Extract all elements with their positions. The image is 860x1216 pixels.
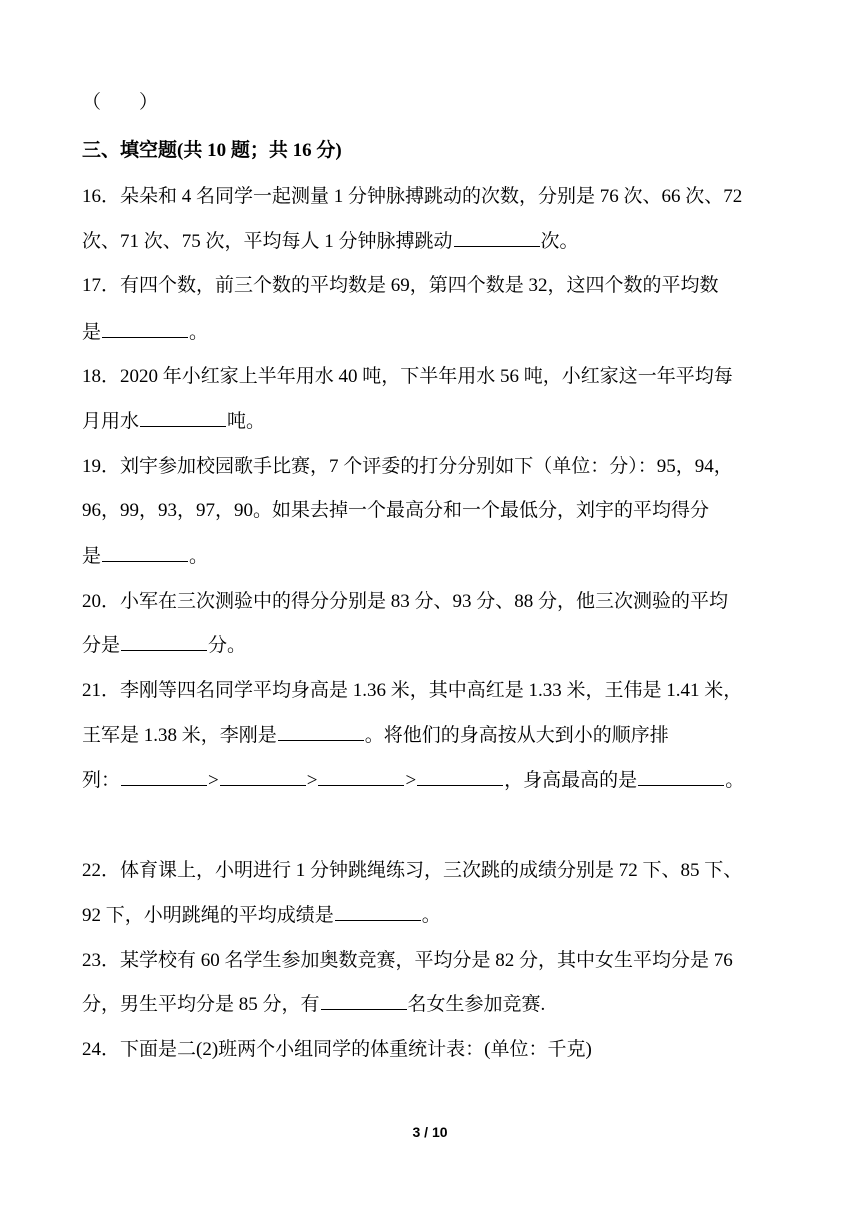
question-21-line-3 — [82, 767, 744, 795]
question-16-suffix: 次。 — [540, 231, 579, 252]
question-22-line-1: 22．体育课上，小明进行 1 分钟跳绳练习，三次跳的成绩分别是 72 下、85 下、 — [82, 860, 743, 881]
question-23-suffix: 名女生参加竞赛. — [407, 994, 546, 1015]
question-20-text: 分是 — [82, 635, 121, 656]
answer-blank-19[interactable] — [102, 543, 188, 562]
page-number: 3 / 10 — [412, 1124, 448, 1140]
question-19-line-2: 96，99，93，97，90。如果去掉一个最高分和一个最低分，刘宇的平均得分 — [82, 500, 710, 521]
greater-than-sign: > — [306, 770, 318, 791]
question-18-suffix: 吨。 — [227, 411, 266, 432]
answer-blank-21-order-4[interactable] — [417, 767, 503, 786]
question-19-line-3 — [82, 543, 208, 571]
answer-blank-21-order-2[interactable] — [220, 767, 306, 786]
question-19-line-1: 19．刘宇参加校园歌手比赛，7 个评委的打分分别如下（单位：分）：95，94， — [82, 456, 733, 477]
question-22-suffix: 。 — [421, 905, 441, 926]
question-19-text: 是 — [82, 546, 102, 567]
question-20-line-2 — [82, 632, 246, 660]
question-21-order-label: 列： — [82, 770, 121, 791]
answer-blank-17[interactable] — [102, 319, 188, 338]
question-21-line-1: 21．李刚等四名同学平均身高是 1.36 米，其中高红是 1.33 米，王伟是 1.41 米， — [82, 680, 743, 701]
question-19-suffix: 。 — [189, 546, 209, 567]
question-17-line-1: 17．有四个数，前三个数的平均数是 69，第四个数是 32，这四个数的平均数 — [82, 275, 719, 296]
answer-blank-20[interactable] — [121, 632, 207, 651]
question-21-line-2 — [82, 722, 669, 750]
question-24-line-1: 24．下面是二(2)班两个小组同学的体重统计表：(单位：千克) — [82, 1039, 592, 1060]
question-23-line-1: 23．某学校有 60 名学生参加奥数竞赛，平均分是 82 分，其中女生平均分是 76 — [82, 950, 733, 971]
answer-paren: （ ） — [82, 92, 159, 113]
question-21-continue: 。将他们的身高按从大到小的顺序排 — [364, 725, 669, 746]
greater-than-sign: > — [208, 770, 219, 791]
question-22-text: 92 下，小明跳绳的平均成绩是 — [82, 905, 334, 926]
answer-blank-21-tallest[interactable] — [638, 767, 724, 786]
question-16-line-1: 16．朵朵和 4 名同学一起测量 1 分钟脉搏跳动的次数，分别是 76 次、66 次、72 — [82, 186, 743, 207]
question-18-text: 月用水 — [82, 411, 140, 432]
answer-blank-18[interactable] — [140, 408, 226, 427]
question-20-line-1: 20．小军在三次测验中的得分分别是 83 分、93 分、88 分，他三次测验的平均 — [82, 591, 729, 612]
question-17-suffix: 。 — [189, 322, 209, 343]
answer-blank-21-order-3[interactable] — [318, 767, 404, 786]
question-20-suffix: 分。 — [208, 635, 247, 656]
question-17-text: 是 — [82, 322, 102, 343]
answer-blank-21-order-1[interactable] — [121, 767, 207, 786]
answer-blank-16[interactable] — [454, 228, 540, 247]
question-16-line-2 — [82, 228, 579, 256]
question-16-text: 次、71 次、75 次，平均每人 1 分钟脉搏跳动 — [82, 231, 453, 252]
answer-blank-21-height[interactable] — [278, 722, 364, 741]
question-18-line-1: 18．2020 年小红家上半年用水 40 吨，下半年用水 56 吨，小红家这一年平均每 — [82, 366, 733, 387]
question-21-tallest-text: ，身高最高的是 — [504, 770, 638, 791]
greater-than-sign: > — [405, 770, 417, 791]
question-22-line-2 — [82, 902, 441, 930]
question-23-line-2 — [82, 991, 545, 1019]
question-17-line-2 — [82, 319, 208, 347]
question-21-suffix: 。 — [725, 770, 745, 791]
question-18-line-2 — [82, 408, 265, 436]
section-heading: 三、填空题(共 10 题；共 16 分) — [82, 140, 342, 161]
answer-blank-23[interactable] — [321, 991, 407, 1010]
question-23-text: 分，男生平均分是 85 分，有 — [82, 994, 320, 1015]
answer-blank-22[interactable] — [335, 902, 421, 921]
question-21-text: 王军是 1.38 米，李刚是 — [82, 725, 277, 746]
